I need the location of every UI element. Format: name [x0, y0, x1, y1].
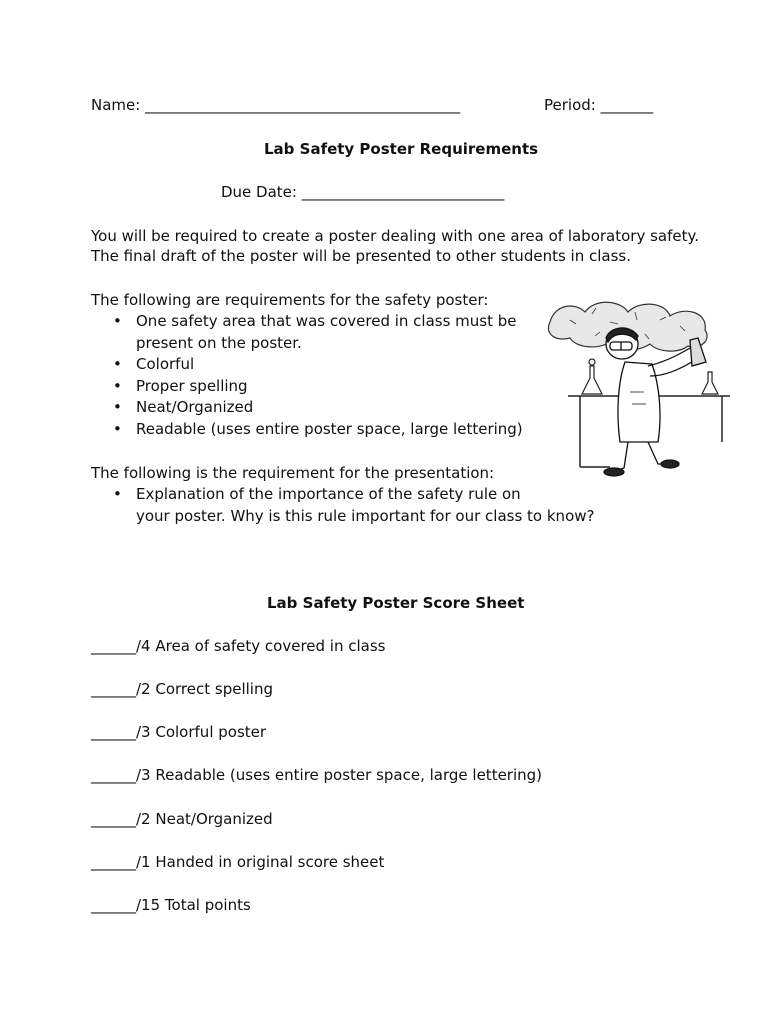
flask-icon: [582, 359, 602, 394]
poster-requirements-heading: The following are requirements for the safety poster:: [91, 291, 489, 309]
list-item: [91, 376, 523, 398]
list-item: [91, 397, 523, 419]
list-item: [91, 333, 523, 355]
bottle-icon: [702, 372, 718, 394]
bullet-icon: •: [113, 355, 122, 373]
bullet-icon: •: [113, 312, 122, 330]
list-item: [91, 354, 523, 376]
score-sheet-title: Lab Safety Poster Score Sheet: [267, 594, 525, 612]
list-item: [91, 506, 594, 528]
list-item-text: Readable (uses entire poster space, large lettering): [136, 419, 523, 438]
presentation-requirements-list: [91, 484, 594, 527]
list-item-text: present on the poster.: [136, 333, 302, 352]
score-row: ______/2 Correct spelling: [91, 680, 273, 698]
due-date-label: Due Date: ___________________________: [221, 183, 505, 201]
list-item-text: your poster. Why is this rule important for our class to know?: [136, 506, 595, 525]
score-row: ______/3 Readable (uses entire poster space, large lettering): [91, 766, 543, 784]
list-item: [91, 484, 594, 506]
list-item-text: One safety area that was covered in class must be: [136, 312, 517, 330]
intro-line-2: The final draft of the poster will be presented to other students in class.: [91, 247, 631, 265]
page-title: Lab Safety Poster Requirements: [264, 140, 539, 158]
list-item: [91, 311, 523, 333]
list-item-text: Proper spelling: [136, 376, 248, 395]
period-field-label: Period: _______: [544, 96, 654, 114]
bullet-icon: •: [113, 419, 122, 438]
score-row-total: ______/15 Total points: [91, 896, 251, 914]
presentation-requirements-heading: The following is the requirement for the presentation:: [91, 464, 495, 482]
intro-line-1: You will be required to create a poster dealing with one area of laboratory safety.: [91, 227, 700, 245]
score-row: ______/1 Handed in original score sheet: [91, 853, 385, 871]
scientist-icon: [604, 328, 706, 476]
list-item-text: Colorful: [136, 355, 195, 373]
bullet-icon: •: [113, 376, 122, 395]
list-item: [91, 419, 523, 441]
scientist-lab-explosion-illustration: [540, 292, 735, 482]
poster-requirements-list: [91, 311, 523, 440]
bullet-icon: •: [113, 398, 122, 416]
score-row: ______/2 Neat/Organized: [91, 810, 273, 828]
bullet-icon: •: [113, 485, 122, 503]
list-item-text: Neat/Organized: [136, 398, 254, 416]
score-row: ______/4 Area of safety covered in class: [91, 637, 386, 655]
list-item-text: Explanation of the importance of the safety rule on: [136, 485, 521, 503]
name-field-label: Name: __________________________________________: [91, 96, 461, 114]
score-row: ______/3 Colorful poster: [91, 723, 267, 741]
